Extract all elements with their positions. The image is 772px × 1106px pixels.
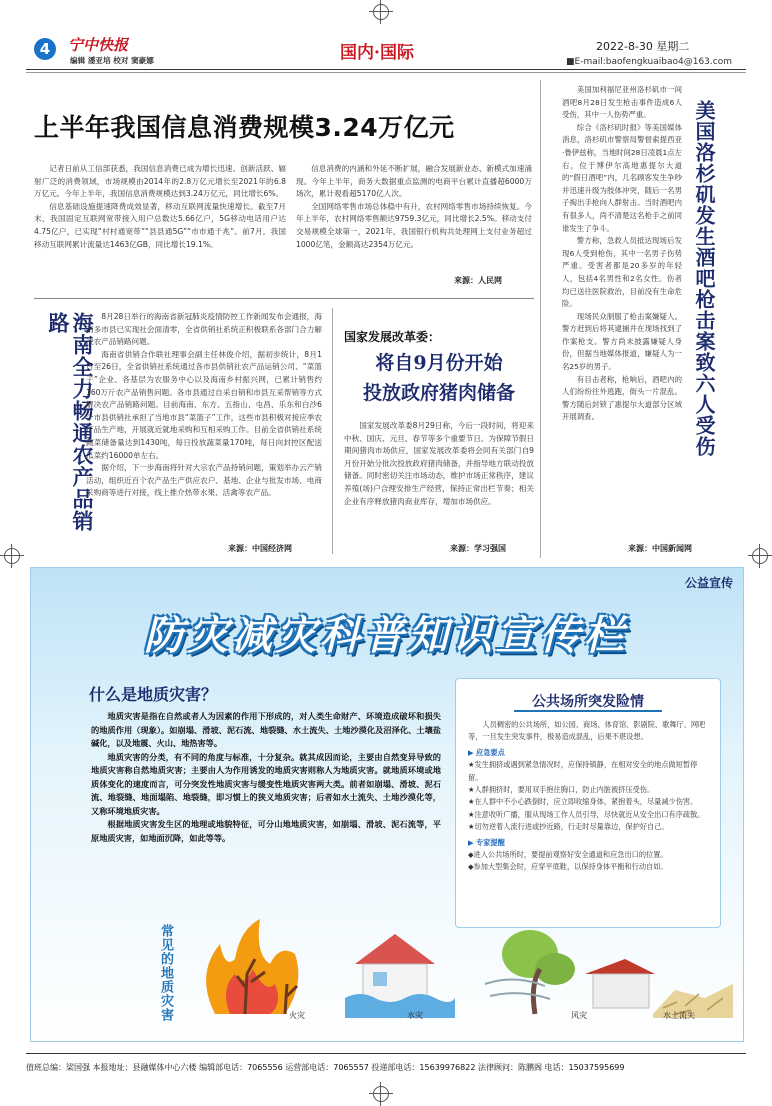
article-title-la-shooting: 美国洛杉矶发生酒吧枪击案致六人受伤: [692, 100, 716, 457]
divider: [34, 298, 534, 299]
box-title: 公共场所突发险情: [532, 694, 644, 710]
footer-info: 值班总编：梁国强 本报地址：县融媒体中心六楼 编辑部电话：7065556 运营部电话：7065557 投递部电话：15639976822 法律顾问：陈鹏阁 电话：15037595699: [26, 1063, 625, 1072]
staff-credit: 编辑 潘亚培 校对 窦豪娜: [70, 56, 154, 65]
article-title-hainan: 海南全力畅通农产品销路: [46, 312, 95, 532]
paragraph: 地质灾害是指在自然或者人为因素的作用下形成的，对人类生命财产、环境造成破坏和损失的地质作用（现象）。如崩塌、滑坡、泥石流、地裂缝、水土流失、土地沙漠化及沼泽化、土壤盐碱化，以及地震、火山、地热害等。: [91, 711, 441, 748]
list-item: ★在人群中不小心跌倒时，应立即收缩身体，紧抱着头，尽量减少伤害。: [468, 797, 698, 807]
registration-mark: [373, 4, 389, 20]
paragraph: 记者日前从工信部获悉，我国信息消费已成为增长迅速、创新活跃、辐射广泛的消费领域，市场规模由2014年的2.8万亿元增长至2021年的6.8万亿元。今年上半年，我国信息消费规模达到3.24万亿元，同比增长6%。: [34, 164, 286, 199]
contact-email: ■E-mail:baofengkuaibao4@163.com: [566, 57, 732, 67]
article1-source: 来源：人民网: [454, 276, 502, 285]
divider: [332, 308, 333, 554]
box-content: [468, 719, 708, 874]
issue-date: 2022-8-30 星期二: [596, 40, 690, 53]
divider: [514, 710, 662, 712]
paragraph: 人员稠密的公共场所，如公园、商场、体育馆、影剧院、歌舞厅、网吧等，一旦发生突发事件，极易造成混乱，后果不堪设想。: [468, 720, 706, 742]
paragraph: 信息基础设施提速降费成效显著，移动互联网流量快速增长。截至7月末，我国固定互联网宽带接入用户总数达5.66亿户，5G移动电话用户达4.75亿户，已实现“村村通宽带”“县县通5G”“市市通千兆”。前7月，我国移动互联网累计流量达1463亿GB，同比增长19.1%。: [34, 201, 286, 249]
page-number-badge: 4: [34, 38, 56, 60]
paragraph: 现场民众制服了枪击案嫌疑人。警方赶到后将其逮捕并在现场找到了作案枪支。警方尚未披露嫌疑人身份，但据当地媒体报道，嫌疑人为一名25岁的男子。: [562, 311, 682, 372]
article2-body: [86, 311, 322, 500]
article3-body: [344, 420, 534, 508]
hazard-illustrations: [185, 914, 733, 1026]
divider: [540, 80, 541, 558]
paragraph: 警方称，急救人员抵达现场后发现6人受到枪伤，其中一名男子伤势严重。受害者都是20多岁的年轻人，包括4名男性和2名女性。伤者均已送往医院救治，目前没有生命危险。: [562, 236, 682, 309]
flood-illustration: [345, 934, 455, 1018]
caption-flood: 水灾: [407, 1011, 423, 1020]
paragraph: 全国网络零售市场总体稳中有升，农村网络零售市场持续恢复。今年上半年，农村网络零售额达9759.3亿元，同比增长2.5%。移动支付交易规模全球第一，2021年，我国银行机构共处理网上支付业务超过1000亿笔，金额高达2354万亿元。: [296, 201, 532, 249]
section-heading: ▶ 专家提醒: [468, 837, 505, 847]
article3-kicker: 国家发展改革委：: [344, 330, 441, 344]
paragraph: 美国加利福尼亚州洛杉矶市一间酒吧8月28日发生枪击事件造成6人受伤，其中一人伤势严重。: [562, 85, 682, 120]
caption-fire: 火灾: [289, 1011, 305, 1020]
caption-soil-erosion: 水土流失: [663, 1011, 695, 1020]
header-rule: [26, 69, 746, 70]
paragraph: 综合《洛杉矶时报》等美国媒体消息，洛杉矶市警察局警督索提西亚·鲁伊兹称，当地时间28日凌晨1点左右，位于博伊尔高地惠提尔大道的“假日酒吧”内，几名顾客发生争吵并迅速升级为肢体冲突，随后一名男子掏出手枪向人群射击。当时酒吧内有很多人，尚不清楚这名枪手之前同谁发生了争斗。: [562, 122, 682, 233]
list-item: ★切勿逆着人流行进或抄近路，行走时尽量靠边，保护好自己。: [468, 822, 669, 832]
article-title-info-consumption: 上半年我国信息消费规模3.24万亿元: [34, 113, 455, 142]
article1-column-2: [296, 163, 532, 251]
header-rule: [26, 72, 746, 73]
geological-hazard-text: [91, 710, 441, 845]
common-hazards-label: 常见的地质灾害: [158, 924, 173, 1022]
article3-source: 来源：学习强国: [450, 544, 506, 553]
paragraph: 根据地质灾害发生区的地理或地貌特征，可分山地地质灾害，如崩塌、滑坡、泥石流等，平原地质灾害，如地面沉降，如此等等。: [91, 819, 441, 843]
article4-source: 来源：中国新闻网: [628, 544, 692, 553]
list-item: ★注意收听广播，服从现场工作人员引导，尽快就近从安全出口有序疏散。: [468, 809, 705, 819]
article3-title-line2: 投放政府猪肉储备: [362, 382, 515, 404]
section-heading: ▶ 应急要点: [468, 747, 505, 757]
paper-name-logo: 宁中快报: [68, 36, 129, 54]
fire-illustration: [206, 919, 298, 1014]
caption-wind: 风灾: [571, 1011, 587, 1020]
registration-mark: [4, 548, 20, 564]
paragraph: 有目击者称，枪响后，酒吧内的人们纷纷往外逃跑，街头一片混乱。警方随后封锁了惠提尔大道部分区域开展调查。: [562, 374, 682, 422]
question-title: 什么是地质灾害？: [89, 685, 218, 704]
list-item: ◆参加大型集会时，应穿平底鞋，以保持身体平衡和行动自如。: [468, 862, 668, 872]
article3-title-line1: 将自9月份开始: [375, 352, 503, 374]
article2-source: 来源：中国经济网: [228, 544, 292, 553]
article1-column-1: [34, 163, 286, 251]
list-item: ◆进入公共场所时，要提前观察好安全通道和应急出口的位置。: [468, 850, 668, 860]
section-title: 国内·国际: [340, 43, 414, 63]
disaster-prevention-panel: [30, 567, 744, 1042]
article4-body: [562, 84, 682, 424]
psa-banner: 防灾减灾科普知识宣传栏: [144, 613, 628, 659]
paragraph: 地质灾害的分类，有不同的角度与标准，十分复杂。就其成因而论，主要由自然变异导致的地质灾害称自然地质灾害；主要由人为作用诱发的地质灾害则称人为地质灾害。就地质环境或地质体变化的速度而言，可分突发性地质灾害与缓变性地质灾害两大类。前者如崩塌、滑坡、泥石流、地裂缝、地面塌陷、地裂缝，即习惯上的狭义地质灾害；后者如水土流失、土地沙漠化等，又称环境地质灾害。: [91, 751, 441, 816]
registration-mark: [373, 1086, 389, 1102]
paragraph: 8月28日举行的海南省新冠肺炎疫情防控工作新闻发布会通报，海南多市县已实现社会面清零，全省供销社系统正积极联系各部门合力解决农产品销路问题。: [86, 312, 322, 347]
paragraph: 据介绍，下一步海南将针对大宗农产品持销问题，策划举办云产销活动，组织近百个农产品生产供应农户、基地、企业与批发市场、电商采购商等进行对接，线上推介热带水果、活禽等农产品。: [86, 463, 322, 498]
public-places-box: [455, 678, 721, 928]
wind-illustration: [485, 930, 655, 1014]
footer-rule: [26, 1053, 746, 1054]
paragraph: 海南省供销合作联社理事会副主任林俊介绍，据初步统计，8月1日至26日，全省供销社系统通过各市县供销社农产品运销公司、“菜篮子”企业、各基层为农服务中心以及海南乡村振兴网，已累计销售约160万斤农产品销售问题。各市县通过自采自销和市县互采帮销等方式解决农产品销路问题。目前海南、东方、五指山、屯昌、乐东和白沙6个市县供销社承担了当地市县“菜篮子”工作，这些市县积极对接应季农产品生产地，开展就近就地采购和互相采购工作。目前全省供销社系统蔬菜储备量达到1430吨，每日投放蔬菜量170吨，每日向封控区配送瓜菜约16000单左右。: [86, 349, 322, 460]
paragraph: 信息消费的内涵和外延不断扩展，融合发展新业态、新模式加速涌现。今年上半年，商务大数据重点监测的电商平台累计直播超6000万场次，累计观看超5170亿人次。: [296, 164, 532, 199]
psa-badge: 公益宣传: [684, 576, 733, 590]
list-item: ★发生拥挤或遇到紧急情况时，应保持镇静，在相对安全的地点做短暂停留。: [468, 760, 698, 782]
paragraph: 国家发展改革委8月29日称，今后一段时间，将迎来中秋、国庆、元旦、春节等多个重要节日。为保障节假日期间猪肉市场供应，国家发展改革委将会同有关部门自9月份开始分批次投放政府猪肉储备，并指导地方联动投放储备。同时密切关注市场动态，维护市场正常秩序，建议养殖(场)户合理安排生产经营，保持正常出栏节奏；相关企业有序释放猪肉商业库存，增加市场供应。: [344, 421, 534, 506]
list-item: ★人群拥挤时，要用双手抱住胸口，防止内脏被挤压受伤。: [468, 785, 655, 795]
registration-mark: [752, 548, 768, 564]
